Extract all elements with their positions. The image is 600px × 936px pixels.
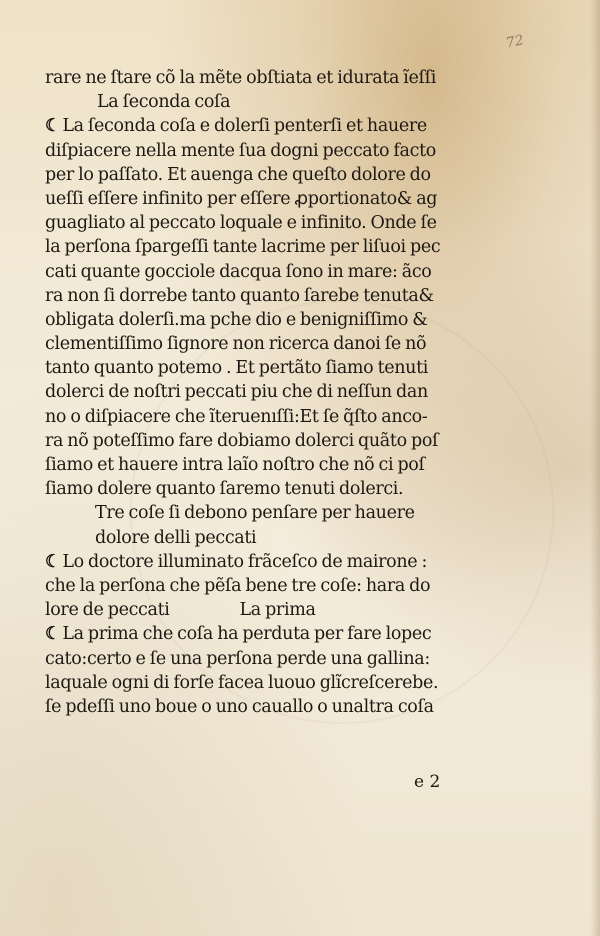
text-line-24: ☾ La prima che coſa ha perduta per fare lopec (45, 624, 432, 645)
paragraph-mark-icon: ☾ (45, 624, 61, 645)
text-line-11: obligata dolerſi.ma pche dio e benigniſſimo & (45, 309, 428, 330)
text-line-3: ☾ La ſeconda coſa e dolerſi penterſi et hauere (45, 116, 427, 137)
text-line-25: cato:certo e ſe una perſona perde una gallina: (45, 648, 430, 669)
text-line-21: ☾ Lo doctore illuminato frãceſco de mairone : (45, 551, 428, 572)
text-line-10: ra non ſi dorrebe tanto quanto ſarebe tenuta& (45, 285, 434, 306)
page-edge-shadow (590, 0, 600, 936)
paragraph-mark-icon: ☾ (45, 116, 61, 137)
text-line-18: ſiamo dolere quanto ſaremo tenuti dolerci. (45, 479, 404, 500)
section-heading-first: La prima (239, 600, 316, 621)
paragraph-mark-icon: ☾ (45, 551, 61, 572)
text-line-14: dolerci de noſtri peccati piu che di neſſun dan (45, 382, 428, 403)
body-text (45, 66, 455, 719)
section-heading-three-things: Tre coſe ſi debono penſare per hauere (95, 503, 415, 524)
text-line-13: tanto quanto potemo . Et pertãto ſiamo tenuti (45, 358, 429, 379)
text-line-9: cati quante gocciole dacqua ſono in mare: ãco (45, 261, 432, 282)
text-line-23: lore de peccati La prima (45, 600, 316, 621)
text-line-1: rare ne ſtare cõ la mẽte obſtiata et idurata ĩeſſi (45, 68, 437, 88)
text-line-8: la perſona ſpargeſſi tante lacrime per liſuoi pec (45, 237, 441, 258)
text-line-22: che la perſona che pẽſa bene tre coſe: hara do (45, 575, 431, 596)
section-heading-second: La ſeconda coſa (97, 92, 231, 113)
text-line-7: guagliato al peccato loquale e infinito. Onde ſe (45, 213, 437, 234)
text-line-27: ſe pdeſſi uno boue o uno cauallo o unaltra coſa (45, 696, 434, 717)
text-line-4: diſpiacere nella mente ſua dogni peccato facto (45, 140, 436, 161)
folio-number: 72 (504, 32, 526, 52)
section-heading-three-things-cont: dolore delli peccati (95, 527, 257, 548)
signature-mark: e 2 (414, 772, 441, 792)
text-line-5: per lo paſſato. Et auenga che queſto dolore do (45, 164, 431, 185)
text-line-6: ueſſi eſſere infinito per eſſere ꝓportionato& ag (45, 188, 438, 209)
text-line-15: no o diſpiacere che ĩteruenıſſi:Et ſe q̃ſto anco- (45, 406, 428, 427)
text-line-26: laquale ogni di forſe facea luouo glĩcreſcerebe. (45, 672, 439, 693)
text-line-16: ra nõ poteſſimo fare dobiamo dolerci quãto poſ (45, 430, 439, 451)
text-line-12: clementiſſimo ſignore non ricerca danoi ſe nõ (45, 334, 427, 355)
text-line-17: ſiamo et hauere intra laĩo noſtro che nõ ci poſ (45, 455, 425, 475)
